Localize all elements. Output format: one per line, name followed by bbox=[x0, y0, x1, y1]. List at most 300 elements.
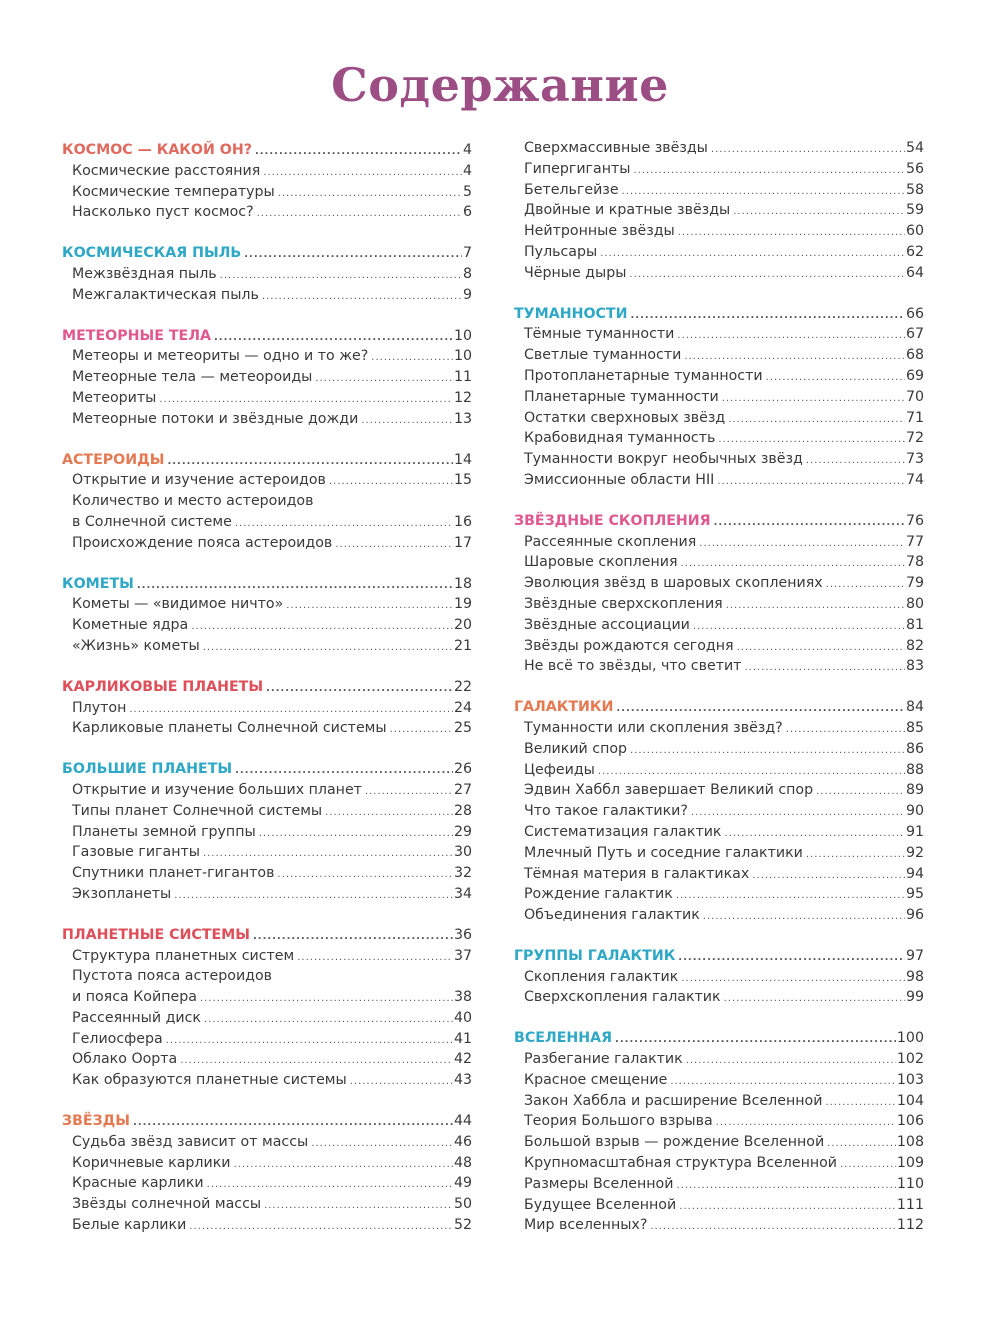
toc-entry[interactable] bbox=[62, 264, 472, 285]
page-number: 5 bbox=[462, 183, 472, 200]
dot-leader bbox=[825, 1093, 895, 1114]
toc-entry-label: Эдвин Хаббл завершает Великий спор bbox=[524, 782, 814, 799]
page-number: 22 bbox=[453, 678, 472, 695]
toc-entry[interactable] bbox=[514, 1132, 924, 1153]
dot-leader bbox=[716, 1113, 896, 1134]
toc-entry[interactable] bbox=[62, 636, 472, 657]
dot-leader bbox=[726, 596, 905, 617]
toc-entry-label: Звёздные сверхскопления bbox=[524, 595, 723, 612]
toc-entry[interactable] bbox=[62, 1194, 472, 1215]
dot-leader bbox=[728, 410, 905, 431]
page-number: 92 bbox=[905, 844, 924, 861]
toc-entry[interactable] bbox=[62, 533, 472, 554]
toc-entry-label: Мир вселенных? bbox=[524, 1217, 648, 1234]
toc-entry-label: Не всё то звёзды, что светит bbox=[524, 658, 742, 675]
page-number: 59 bbox=[905, 202, 924, 219]
toc-section-heading-label: КАРЛИКОВЫЕ ПЛАНЕТЫ bbox=[62, 678, 264, 695]
page-number: 25 bbox=[453, 720, 472, 737]
toc-entry[interactable] bbox=[514, 428, 924, 449]
toc-entry[interactable] bbox=[62, 822, 472, 843]
page-number: 34 bbox=[453, 885, 472, 902]
toc-entry[interactable] bbox=[62, 1132, 472, 1153]
toc-entry[interactable] bbox=[62, 842, 472, 863]
page-number: 15 bbox=[453, 472, 472, 489]
toc-entry[interactable] bbox=[514, 656, 924, 677]
dot-leader bbox=[203, 844, 453, 865]
page-number: 74 bbox=[905, 471, 924, 488]
toc-entry[interactable] bbox=[62, 285, 472, 306]
toc-entry-continued[interactable] bbox=[62, 512, 472, 533]
page-number: 88 bbox=[905, 761, 924, 778]
dot-leader bbox=[670, 1072, 896, 1093]
toc-section-heading-label: АСТЕРОИДЫ bbox=[62, 451, 165, 468]
toc-entry[interactable] bbox=[514, 1195, 924, 1216]
toc-entry[interactable] bbox=[514, 739, 924, 760]
dot-leader bbox=[262, 287, 462, 308]
dot-leader bbox=[235, 761, 453, 782]
dot-leader bbox=[204, 1010, 453, 1031]
page-number: 81 bbox=[905, 616, 924, 633]
dot-leader bbox=[681, 969, 905, 990]
page-number: 70 bbox=[905, 388, 924, 405]
page-number: 62 bbox=[905, 243, 924, 260]
page-number: 104 bbox=[896, 1092, 924, 1109]
dot-leader bbox=[840, 1155, 896, 1176]
toc-entry-label: Количество и место астероидов bbox=[72, 493, 314, 510]
toc-section-heading[interactable] bbox=[62, 925, 472, 946]
toc-entry-label: Метеориты bbox=[72, 389, 157, 406]
dot-leader bbox=[220, 266, 462, 287]
toc-entry-label: Шаровые скопления bbox=[524, 554, 678, 571]
dot-leader bbox=[678, 948, 905, 969]
dot-leader bbox=[691, 803, 905, 824]
page-number: 110 bbox=[896, 1175, 924, 1192]
toc-entry[interactable] bbox=[514, 1091, 924, 1112]
toc-entry-label: Экзопланеты bbox=[72, 885, 172, 902]
page-number: 44 bbox=[453, 1113, 472, 1130]
dot-leader bbox=[167, 452, 453, 473]
dot-leader bbox=[180, 1051, 453, 1072]
page-number: 49 bbox=[453, 1175, 472, 1192]
toc-section-heading-label: ВСЕЛЕННАЯ bbox=[514, 1030, 613, 1047]
dot-leader bbox=[622, 182, 905, 203]
page-number: 54 bbox=[905, 140, 924, 156]
dot-leader bbox=[827, 1134, 896, 1155]
dot-leader bbox=[766, 368, 905, 389]
dot-leader bbox=[335, 535, 453, 556]
page-number: 78 bbox=[905, 554, 924, 571]
page-title: Содержание bbox=[331, 58, 669, 112]
toc-entry-label: Систематизация галактик bbox=[524, 823, 722, 840]
toc-entry[interactable] bbox=[514, 822, 924, 843]
toc-entry[interactable] bbox=[514, 242, 924, 263]
toc-entry-label: Бетельгейзе bbox=[524, 181, 619, 198]
toc-entry[interactable] bbox=[62, 1008, 472, 1029]
toc-column-right bbox=[514, 138, 924, 1236]
toc-entry-label: Нейтронные звёзды bbox=[524, 223, 675, 240]
section-gap bbox=[514, 1008, 924, 1028]
dot-leader bbox=[816, 782, 905, 803]
toc-entry-label: Чёрные дыры bbox=[524, 264, 627, 281]
toc-entry[interactable] bbox=[62, 182, 472, 203]
toc-entry[interactable] bbox=[514, 760, 924, 781]
dot-leader bbox=[166, 1031, 453, 1052]
toc-entry[interactable] bbox=[514, 905, 924, 926]
toc-entry[interactable] bbox=[62, 161, 472, 182]
page-number: 95 bbox=[905, 886, 924, 903]
section-gap bbox=[62, 554, 472, 574]
toc-section-heading[interactable] bbox=[62, 450, 472, 471]
toc-entry[interactable] bbox=[514, 345, 924, 366]
page-number: 68 bbox=[905, 347, 924, 364]
dot-leader bbox=[214, 328, 453, 349]
toc-entry[interactable] bbox=[62, 698, 472, 719]
toc-entry-label: Космические температуры bbox=[72, 183, 275, 200]
dot-leader bbox=[311, 1134, 453, 1155]
toc-entry[interactable] bbox=[62, 202, 472, 223]
toc-entry-label: Облако Оорта bbox=[72, 1051, 178, 1068]
dot-leader bbox=[264, 1196, 453, 1217]
toc-entry-label: Закон Хаббла и расширение Вселенной bbox=[524, 1092, 823, 1109]
toc-section-heading[interactable] bbox=[514, 1028, 924, 1049]
dot-leader bbox=[253, 927, 453, 948]
page-number: 38 bbox=[453, 989, 472, 1006]
toc-entry[interactable] bbox=[514, 159, 924, 180]
page-number: 103 bbox=[896, 1071, 924, 1088]
dot-leader bbox=[255, 142, 462, 163]
page-number: 32 bbox=[453, 865, 472, 882]
toc-entry[interactable] bbox=[514, 1215, 924, 1236]
toc-entry[interactable] bbox=[514, 470, 924, 491]
dot-leader bbox=[711, 140, 905, 161]
toc-entry[interactable] bbox=[514, 180, 924, 201]
page-number: 29 bbox=[453, 823, 472, 840]
dot-leader bbox=[676, 886, 905, 907]
toc-section-heading[interactable] bbox=[62, 1111, 472, 1132]
page-number: 83 bbox=[905, 658, 924, 675]
toc-entry-label: «Жизнь» кометы bbox=[72, 637, 200, 654]
dot-leader bbox=[286, 596, 453, 617]
toc-entry-label: Остатки сверхновых звёзд bbox=[524, 409, 726, 426]
dot-leader bbox=[266, 679, 453, 700]
toc-entry[interactable] bbox=[514, 1049, 924, 1070]
dot-leader bbox=[717, 472, 905, 493]
toc-entry-label: Звёзды солнечной массы bbox=[72, 1196, 262, 1213]
dot-leader bbox=[650, 1217, 896, 1238]
toc-section-heading[interactable] bbox=[62, 326, 472, 347]
toc-entry-continued-label: и пояса Койпера bbox=[72, 989, 197, 1006]
toc-section-heading-label: ПЛАНЕТНЫЕ СИСТЕМЫ bbox=[62, 926, 250, 943]
toc-entry[interactable] bbox=[514, 1153, 924, 1174]
dot-leader bbox=[676, 1176, 895, 1197]
toc-section-heading[interactable] bbox=[62, 574, 472, 595]
toc-entry[interactable] bbox=[62, 491, 472, 512]
dot-leader bbox=[600, 244, 905, 265]
page-number: 99 bbox=[905, 989, 924, 1006]
toc-entry[interactable] bbox=[62, 946, 472, 967]
page-number: 28 bbox=[453, 802, 472, 819]
toc-entry-label: Структура планетных систем bbox=[72, 947, 295, 964]
dot-leader bbox=[365, 782, 453, 803]
page-number: 40 bbox=[453, 1009, 472, 1026]
page-number: 14 bbox=[453, 451, 472, 468]
page-number: 77 bbox=[905, 533, 924, 550]
toc-entry[interactable] bbox=[62, 1070, 472, 1091]
page-number: 98 bbox=[905, 968, 924, 985]
toc-entry[interactable] bbox=[514, 780, 924, 801]
toc-section-heading-label: ТУМАННОСТИ bbox=[514, 305, 628, 322]
toc-entry[interactable] bbox=[514, 864, 924, 885]
toc-entry[interactable] bbox=[514, 263, 924, 284]
toc-entry[interactable] bbox=[514, 324, 924, 345]
page-number: 50 bbox=[453, 1196, 472, 1213]
page-number: 56 bbox=[905, 160, 924, 177]
toc-entry-continued[interactable] bbox=[62, 987, 472, 1008]
page-number: 10 bbox=[453, 327, 472, 344]
toc-entry[interactable] bbox=[514, 987, 924, 1008]
toc-entry-label: Газовые гиганты bbox=[72, 844, 200, 861]
toc-entry-label: Кометные ядра bbox=[72, 617, 189, 634]
toc-entry-label: Двойные и кратные звёзды bbox=[524, 202, 731, 219]
toc-entry[interactable] bbox=[514, 636, 924, 657]
toc-entry[interactable] bbox=[514, 387, 924, 408]
toc-section-heading-label: КОСМОС — КАКОЙ ОН? bbox=[62, 142, 252, 158]
toc-entry-label: Тёмные туманности bbox=[524, 326, 675, 343]
toc-entry[interactable] bbox=[62, 388, 472, 409]
page-number: 36 bbox=[453, 926, 472, 943]
toc-entry[interactable] bbox=[62, 1215, 472, 1236]
page-number: 48 bbox=[453, 1154, 472, 1171]
toc-entry-label: Метеорные тела — метеороиды bbox=[72, 369, 313, 386]
toc-entry-label: Эволюция звёзд в шаровых скоплениях bbox=[524, 575, 823, 592]
dot-leader bbox=[257, 204, 462, 225]
toc-entry-label: Межзвёздная пыль bbox=[72, 265, 217, 282]
toc-entry[interactable] bbox=[514, 967, 924, 988]
dot-leader bbox=[350, 1072, 453, 1093]
toc-entry[interactable] bbox=[514, 1174, 924, 1195]
section-gap bbox=[62, 1091, 472, 1111]
toc-entry[interactable] bbox=[62, 470, 472, 491]
toc-entry-label: Метеорные потоки и звёздные дожди bbox=[72, 410, 359, 427]
page-number: 79 bbox=[905, 575, 924, 592]
page-number: 67 bbox=[905, 326, 924, 343]
page-number: 43 bbox=[453, 1072, 472, 1089]
dot-leader bbox=[786, 720, 905, 741]
toc-entry[interactable] bbox=[62, 780, 472, 801]
toc-entry-label: Будущее Вселенной bbox=[524, 1196, 677, 1213]
page-number: 96 bbox=[905, 907, 924, 924]
toc-entry[interactable] bbox=[62, 346, 472, 367]
section-gap bbox=[514, 491, 924, 511]
toc-entry-label: Сверхскопления галактик bbox=[524, 989, 721, 1006]
toc-entry[interactable] bbox=[514, 843, 924, 864]
toc-section-heading-label: ЗВЁЗДНЫЕ СКОПЛЕНИЯ bbox=[514, 512, 711, 529]
toc-entry-label: Пульсары bbox=[524, 243, 598, 260]
toc-entry[interactable] bbox=[514, 449, 924, 470]
dot-leader bbox=[189, 1217, 453, 1238]
toc-entry-label: Млечный Путь и соседние галактики bbox=[524, 844, 803, 861]
dot-leader bbox=[629, 265, 905, 286]
dot-leader bbox=[329, 472, 453, 493]
toc-entry[interactable] bbox=[514, 366, 924, 387]
toc-entry-label: Большой взрыв — рождение Вселенной bbox=[524, 1134, 825, 1151]
dot-leader bbox=[371, 348, 453, 369]
page-number: 4 bbox=[462, 142, 472, 158]
toc-entry[interactable] bbox=[514, 594, 924, 615]
toc-section-heading[interactable] bbox=[514, 946, 924, 967]
dot-leader bbox=[684, 347, 905, 368]
dot-leader bbox=[733, 202, 905, 223]
toc-entry[interactable] bbox=[514, 573, 924, 594]
toc-entry[interactable] bbox=[514, 552, 924, 573]
page-number: 112 bbox=[896, 1217, 924, 1234]
toc-entry-label: Тёмная материя в галактиках bbox=[524, 865, 750, 882]
toc-section-heading[interactable] bbox=[62, 243, 472, 264]
page-number: 26 bbox=[453, 761, 472, 778]
page-number: 17 bbox=[453, 534, 472, 551]
dot-leader bbox=[315, 369, 453, 390]
toc-entry[interactable] bbox=[62, 594, 472, 615]
toc-entry-label: Рождение галактик bbox=[524, 886, 673, 903]
toc-section-heading[interactable] bbox=[62, 759, 472, 780]
page-number: 84 bbox=[905, 699, 924, 716]
toc-entry[interactable] bbox=[514, 408, 924, 429]
toc-section-heading[interactable] bbox=[62, 677, 472, 698]
page-number: 21 bbox=[453, 637, 472, 654]
toc-entry-label: Великий спор bbox=[524, 740, 628, 757]
toc-column-left bbox=[62, 140, 472, 1236]
page-number: 52 bbox=[453, 1217, 472, 1234]
dot-leader bbox=[615, 1030, 896, 1051]
toc-entry[interactable] bbox=[62, 1049, 472, 1070]
toc-entry[interactable] bbox=[514, 718, 924, 739]
page-number: 91 bbox=[905, 823, 924, 840]
toc-section-heading[interactable] bbox=[514, 511, 924, 532]
dot-leader bbox=[207, 1175, 453, 1196]
toc-entry-label: Белые карлики bbox=[72, 1217, 187, 1234]
page-number: 80 bbox=[905, 595, 924, 612]
toc-entry[interactable] bbox=[62, 409, 472, 430]
page-number: 108 bbox=[896, 1134, 924, 1151]
dot-leader bbox=[737, 638, 905, 659]
toc-entry[interactable] bbox=[514, 221, 924, 242]
toc-entry[interactable] bbox=[62, 801, 472, 822]
page-number: 72 bbox=[905, 430, 924, 447]
toc-entry-label: Плутон bbox=[72, 699, 127, 716]
dot-leader bbox=[235, 514, 453, 535]
toc-entry-label: Гелиосфера bbox=[72, 1030, 163, 1047]
toc-entry-label: Кометы — «видимое ничто» bbox=[72, 596, 284, 613]
toc-entry-label: Разбегание галактик bbox=[524, 1051, 683, 1068]
dot-leader bbox=[277, 865, 452, 886]
dot-leader bbox=[679, 1197, 896, 1218]
toc-entry-label: Протопланетарные туманности bbox=[524, 367, 763, 384]
toc-section-heading[interactable] bbox=[514, 304, 924, 325]
section-gap bbox=[62, 905, 472, 925]
toc-entry[interactable] bbox=[514, 532, 924, 553]
page-number: 58 bbox=[905, 181, 924, 198]
toc-section-heading-label: ГАЛАКТИКИ bbox=[514, 699, 614, 716]
page-number: 66 bbox=[905, 305, 924, 322]
toc-entry[interactable] bbox=[514, 138, 924, 159]
toc-entry[interactable] bbox=[62, 615, 472, 636]
toc-entry[interactable] bbox=[62, 1153, 472, 1174]
dot-leader bbox=[259, 824, 453, 845]
page-number: 82 bbox=[905, 637, 924, 654]
page-number: 76 bbox=[905, 512, 924, 529]
toc-entry-label: Эмиссионные области HII bbox=[524, 471, 715, 488]
dot-leader bbox=[278, 184, 462, 205]
toc-section-heading[interactable] bbox=[62, 140, 472, 161]
toc-entry[interactable] bbox=[514, 884, 924, 905]
toc-entry-label: Спутники планет-гигантов bbox=[72, 865, 275, 882]
dot-leader bbox=[200, 989, 453, 1010]
toc-entry[interactable] bbox=[514, 1070, 924, 1091]
dot-leader bbox=[616, 699, 905, 720]
toc-entry-label: Рассеянные скопления bbox=[524, 533, 697, 550]
toc-entry[interactable] bbox=[62, 1173, 472, 1194]
page-number: 94 bbox=[905, 865, 924, 882]
toc-entry-label: Гипергиганты bbox=[524, 160, 631, 177]
dot-leader bbox=[191, 617, 453, 638]
dot-leader bbox=[631, 306, 905, 327]
toc-entry-label: Межгалактическая пыль bbox=[72, 286, 259, 303]
page-number: 18 bbox=[453, 575, 472, 592]
toc-entry[interactable] bbox=[514, 200, 924, 221]
toc-section-heading-label: БОЛЬШИЕ ПЛАНЕТЫ bbox=[62, 761, 233, 778]
toc-entry[interactable] bbox=[514, 615, 924, 636]
page-number: 41 bbox=[453, 1030, 472, 1047]
toc-entry-label: Красное смещение bbox=[524, 1071, 668, 1088]
toc-section-heading-label: ЗВЁЗДЫ bbox=[62, 1113, 131, 1130]
dot-leader bbox=[598, 762, 905, 783]
toc-entry[interactable] bbox=[62, 1029, 472, 1050]
toc-entry[interactable] bbox=[62, 367, 472, 388]
toc-entry[interactable] bbox=[62, 863, 472, 884]
dot-leader bbox=[137, 576, 453, 597]
section-gap bbox=[514, 926, 924, 946]
page-number: 106 bbox=[896, 1113, 924, 1130]
page-number: 109 bbox=[896, 1155, 924, 1172]
toc-entry[interactable] bbox=[62, 884, 472, 905]
toc-entry[interactable] bbox=[514, 1111, 924, 1132]
section-gap bbox=[62, 739, 472, 759]
dot-leader bbox=[806, 845, 905, 866]
section-gap bbox=[62, 306, 472, 326]
dot-leader bbox=[681, 554, 905, 575]
toc-entry-label: Открытие и изучение больших планет bbox=[72, 781, 362, 798]
toc-entry-label: Светлые туманности bbox=[524, 347, 682, 364]
toc-section-heading[interactable] bbox=[514, 697, 924, 718]
page-number: 19 bbox=[453, 596, 472, 613]
toc-entry-label: Звёзды рождаются сегодня bbox=[524, 637, 734, 654]
toc-entry[interactable] bbox=[62, 718, 472, 739]
toc-entry[interactable] bbox=[62, 966, 472, 987]
section-gap bbox=[514, 677, 924, 697]
toc-entry-label: Крупномасштабная структура Вселенной bbox=[524, 1155, 838, 1172]
page-number: 102 bbox=[896, 1051, 924, 1068]
toc-entry-label: Размеры Вселенной bbox=[524, 1175, 674, 1192]
page-number: 16 bbox=[453, 513, 472, 530]
page-number: 24 bbox=[453, 699, 472, 716]
page-number: 6 bbox=[462, 204, 472, 221]
page-number: 11 bbox=[453, 369, 472, 386]
dot-leader bbox=[724, 989, 905, 1010]
toc-entry-label: Пустота пояса астероидов bbox=[72, 968, 273, 985]
page-number: 8 bbox=[462, 265, 472, 282]
toc-entry[interactable] bbox=[514, 801, 924, 822]
page-number: 97 bbox=[905, 947, 924, 964]
